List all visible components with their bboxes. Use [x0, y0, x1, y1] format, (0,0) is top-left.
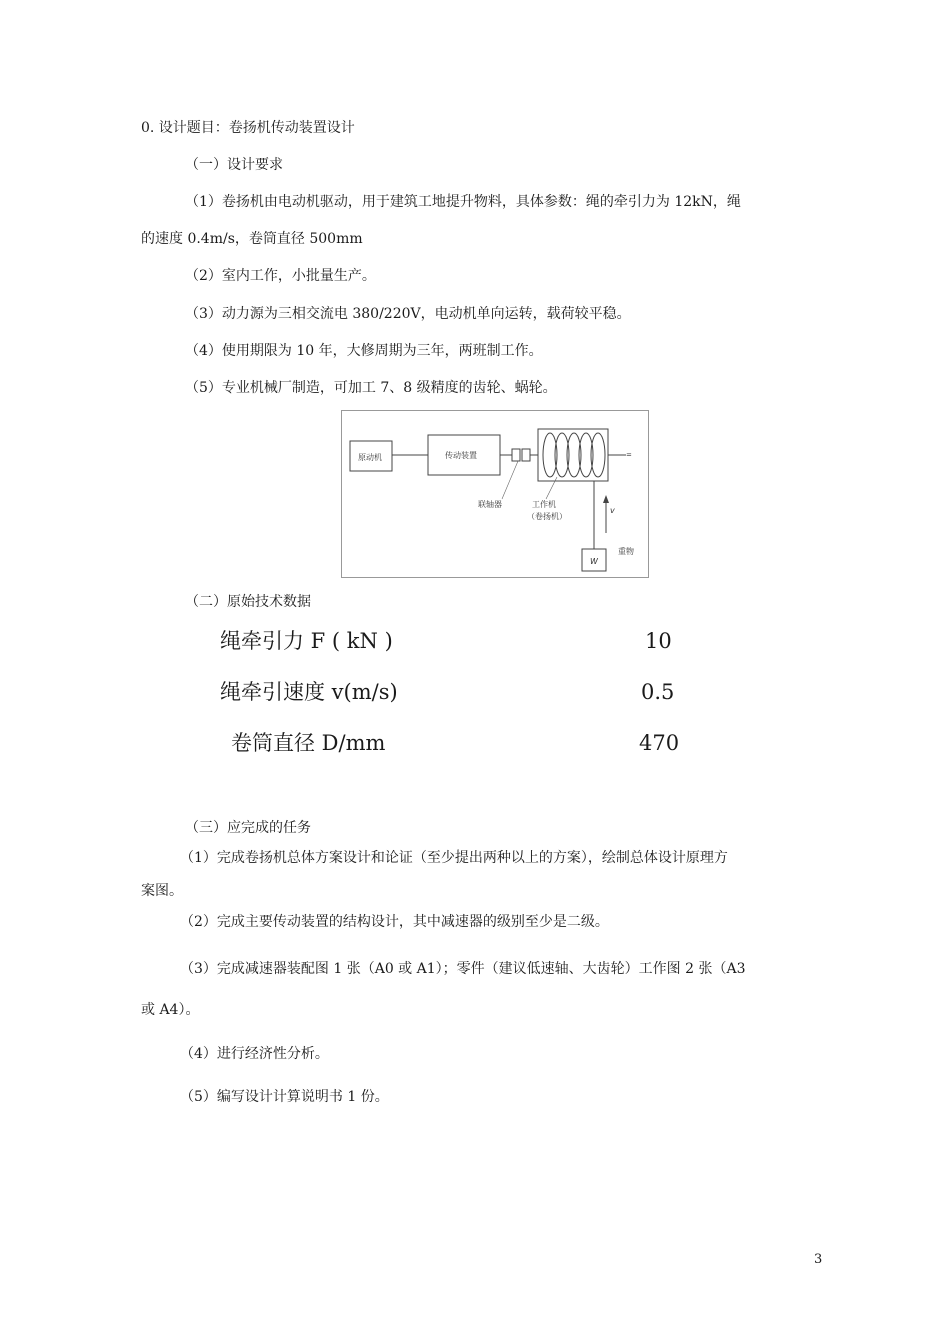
coupling-symbol	[512, 449, 520, 461]
coupling-label: 联轴器	[478, 500, 502, 509]
shaft-end-mark: =	[626, 451, 632, 459]
section-title-tasks: （三）应完成的任务	[185, 820, 311, 836]
data-row-1-label: 绳牵引力 F ( kN )	[220, 629, 393, 653]
weight-label: 重物	[618, 547, 634, 556]
data-row-2-label: 绳牵引速度 v(m/s)	[220, 680, 398, 704]
requirement-4: （4）使用期限为 10 年，大修周期为三年，两班制工作。	[185, 343, 543, 359]
coupling-leader	[502, 461, 518, 499]
weight-symbol: W	[590, 557, 598, 566]
task-3-line-1: （3）完成减速器装配图 1 张（A0 或 A1）；零件（建议低速轴、大齿轮）工作图 2 张（A3	[180, 961, 746, 977]
working-machine-label: 工作机	[532, 500, 556, 509]
data-row-3-value: 470	[639, 731, 680, 755]
velocity-arrow-head	[603, 495, 609, 503]
task-4: （4）进行经济性分析。	[180, 1046, 329, 1062]
transmission-label: 传动装置	[445, 451, 477, 460]
data-row-3-label: 卷筒直径 D/mm	[231, 731, 386, 755]
velocity-label: v	[610, 506, 615, 515]
section-title-technical-data: （二）原始技术数据	[185, 594, 311, 610]
task-1-line-1: （1）完成卷扬机总体方案设计和论证（至少提出两种以上的方案），绘制总体设计原理方	[180, 850, 728, 866]
task-5: （5）编写设计计算说明书 1 份。	[180, 1089, 389, 1105]
task-3-line-2: 或 A4）。	[141, 1002, 200, 1018]
requirement-1-line-1: （1）卷扬机由电动机驱动，用于建筑工地提升物料，具体参数：绳的牵引力为 12kN，绳	[185, 194, 741, 210]
working-machine-leader	[546, 477, 557, 499]
document-heading: 0. 设计题目：卷扬机传动装置设计	[141, 120, 355, 136]
section-title-requirements: （一）设计要求	[185, 157, 283, 173]
requirement-3: （3）动力源为三相交流电 380/220V，电动机单向运转，载荷较平稳。	[185, 306, 631, 322]
winch-schematic-diagram	[341, 410, 649, 578]
drum-frame	[538, 429, 608, 481]
requirement-1-line-2: 的速度 0.4m/s，卷筒直径 500mm	[141, 231, 363, 247]
winch-label: （卷扬机）	[527, 512, 567, 521]
requirement-5: （5）专业机械厂制造，可加工 7、8 级精度的齿轮、蜗轮。	[185, 380, 557, 396]
task-2: （2）完成主要传动装置的结构设计，其中减速器的级别至少是二级。	[180, 914, 609, 930]
coupling-symbol-2	[522, 449, 530, 461]
requirement-2: （2）室内工作，小批量生产。	[185, 268, 376, 284]
task-1-line-2: 案图。	[141, 883, 183, 899]
data-row-1-value: 10	[645, 629, 672, 653]
page-number: 3	[814, 1252, 823, 1267]
data-row-2-value: 0.5	[641, 680, 675, 704]
motor-label: 原动机	[358, 453, 382, 462]
